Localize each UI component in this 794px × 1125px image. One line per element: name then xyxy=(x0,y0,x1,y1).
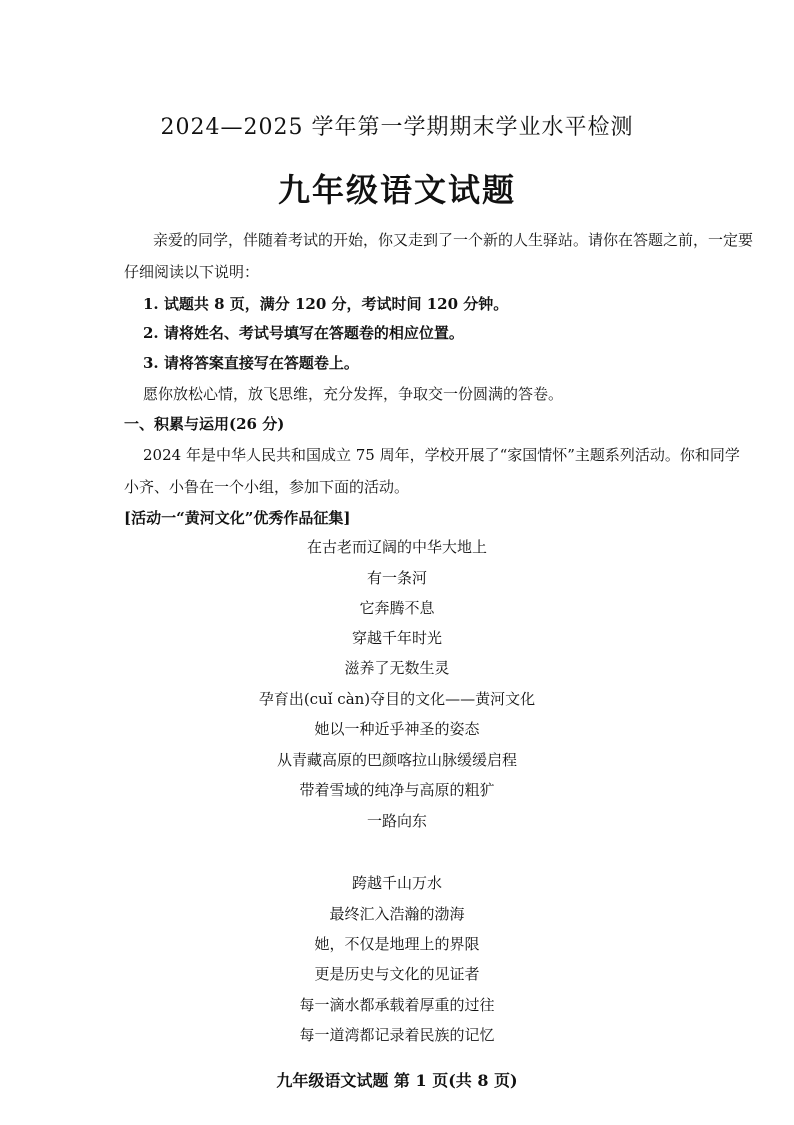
poem-line: 有一条河 xyxy=(366,569,427,587)
poem-line: 穿越千年时光 xyxy=(351,629,442,647)
exam-header: 2024—2025 学年第一学期期末学业水平检测 xyxy=(160,115,634,140)
activity-title: [活动一“黄河文化”优秀作品征集] xyxy=(124,509,351,527)
instruction-3: 3. 请将答案直接写在答题卷上。 xyxy=(143,354,359,372)
wish-line: 愿你放松心情，放飞思维，充分发挥，争取交一份圆满的答卷。 xyxy=(143,385,564,403)
passage-line-2: 小齐、小鲁在一个小组，参加下面的活动。 xyxy=(124,478,410,496)
poem-line: 带着雪域的纯净与高原的粗犷 xyxy=(299,781,495,799)
poem-line: 最终汇入浩瀚的渤海 xyxy=(329,905,465,923)
poem-line: 从青藏高原的巴颜喀拉山脉缓缓启程 xyxy=(276,751,517,769)
instruction-2: 2. 请将姓名、考试号填写在答题卷的相应位置。 xyxy=(143,324,464,342)
poem-line: 一路向东 xyxy=(366,812,427,830)
poem-line: 在古老而辽阔的中华大地上 xyxy=(306,538,487,556)
intro-line-1: 亲爱的同学，伴随着考试的开始，你又走到了一个新的人生驿站。请你在答题之前，一定要 xyxy=(153,231,754,249)
page-footer: 九年级语文试题 第 1 页(共 8 页) xyxy=(276,1071,518,1090)
passage-line-1: 2024 年是中华人民共和国成立 75 周年，学校开展了“家国情怀”主题系列活动。你和同学 xyxy=(143,446,740,464)
intro-line-2: 仔细阅读以下说明： xyxy=(124,263,260,281)
poem-line: 她以一种近乎神圣的姿态 xyxy=(314,720,480,738)
poem-line: 它奔腾不息 xyxy=(359,599,435,617)
poem-line: 跨越千山万水 xyxy=(351,874,442,892)
poem-line: 每一道湾都记录着民族的记忆 xyxy=(299,1026,495,1044)
poem-line: 她，不仅是地理上的界限 xyxy=(314,935,480,953)
instruction-1: 1. 试题共 8 页，满分 120 分，考试时间 120 分钟。 xyxy=(143,295,509,313)
poem-line: 更是历史与文化的见证者 xyxy=(314,965,480,983)
poem-line: 每一滴水都承载着厚重的过往 xyxy=(299,996,495,1014)
section-title: 一、积累与运用(26 分) xyxy=(124,415,285,433)
poem-line: 滋养了无数生灵 xyxy=(344,659,450,677)
poem-line: 孕育出(cuǐ càn)夺目的文化——黄河文化 xyxy=(258,690,536,708)
exam-title: 九年级语文试题 xyxy=(277,171,516,209)
